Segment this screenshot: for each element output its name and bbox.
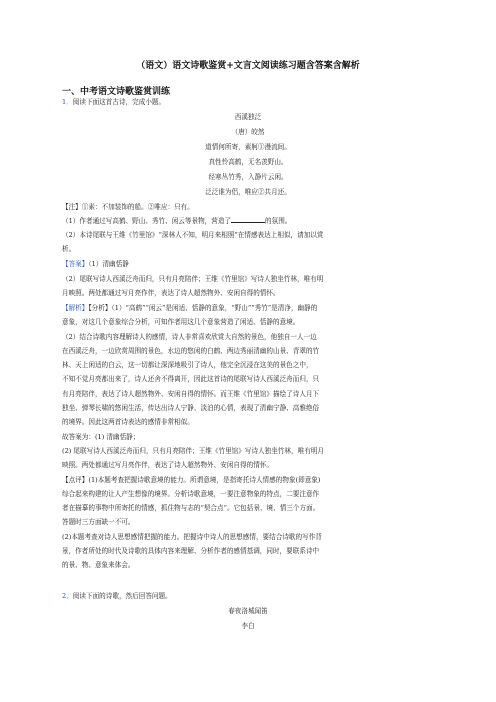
analysis-block: 【解析】【分析】（1）“高鹤”“闲云”是闲适、恬静的意象，“野山”“秀竹”是清净，幽静的 [62, 304, 318, 312]
comment-line: 者在描摹的事物中所寄托的情感，抓住物与志的“契合点”。它包括景、境、情三个方面。 [62, 504, 320, 512]
sub-question-2: （2）本诗尾联与王维《竹里馆》“深林人不知，明月来相照”在情感表达上相似，请加以赏 [62, 231, 324, 239]
analysis-label: 【解析】 [62, 304, 89, 312]
analysis-line: 在西溪泛舟，一边欣赏周围的景色，水边的悠闲的白鹤、两边秀丽清幽的山景、青翠的竹 [62, 347, 320, 355]
comment-line: 景，作者所处的时代及诗歌的具体内容来理解、分析作者的感情基调，同时，要联系诗中 [62, 547, 320, 555]
poem-line: 道情何所寄，素舸①漫流间。 [205, 143, 291, 151]
section-heading: 一、中考语文诗歌鉴赏训练 [62, 87, 171, 97]
poem-line: 泛泛谁为侣，唯应②共月还。 [205, 188, 291, 196]
analysis-line: 不知不觉月亮都出来了，诗人还舍不得离开，因此这首诗的尾联写诗人西溪泛舟而归，只 [62, 375, 320, 383]
poem-line: 真性怜高鹤，无名羡野山。 [208, 158, 288, 166]
poem-author: （唐）皎然 [231, 128, 265, 136]
question-number: 1． [62, 98, 73, 106]
analysis-line: 意象，对这几个意象综合分析，可知作者用这几个意象营造了闲适、恬静的意境。 [62, 318, 300, 326]
reply-label: 故答案为：(1) 清幽恬静； [62, 433, 140, 441]
answer-blank [231, 215, 265, 223]
poem-line: 经寒丛竹秀，入静片云闲。 [208, 173, 288, 181]
poem-title: 西溪独泛 [234, 113, 262, 121]
answer-label: 【答案】 [62, 260, 89, 268]
analysis-line: 林、天上闲适的白云，这一切都让深深地吸引了诗人，他完全沉浸在这美的景色之中， [62, 361, 313, 369]
answer-line: 月映照。两处都通过写月亮作伴，表达了诗人超然物外、安闲自得的情怀。 [62, 289, 280, 297]
analysis-line: （2）结合诗歌内容理解诗人的感情，诗人非常喜欢欣赏大自然的景色，他独自一人一边 [62, 333, 317, 341]
question-number: 2． [62, 592, 73, 600]
poem-note: 【注】①素：不加装饰的船。②唯应：只有。 [62, 203, 194, 211]
question-2-prompt: 2．阅读下面的诗歌，然后回答问题。 [62, 592, 172, 600]
comment-line: (2)本题考查对诗人思想感情把握的能力。把握诗中诗人的思想感情，要结合诗歌的写作背 [62, 533, 322, 541]
poem-author: 李白 [241, 622, 255, 630]
comment-line: 答题时三方面缺一不可。 [62, 518, 135, 526]
analysis-line: 有月亮陪伴，表达了诗人超然物外、安闲自得的情怀。而王维《竹里馆》描绘了诗人月下 [62, 390, 320, 398]
reply-line: 映照。两处都通过写月亮作伴，表达了诗人超然物外、安闲自得的情怀。 [62, 461, 273, 469]
analysis-line: 的境界。因此这两首诗表达的感情非常相似。 [62, 418, 194, 426]
sub-question-2-cont: 析。 [62, 245, 76, 253]
answer-block: 【答案】（1）清幽恬静 [62, 260, 129, 268]
sub-question-1: （1）作者通过写高鹤、野山、秀竹、闲云等景物，营造了 的氛围。 [62, 217, 292, 225]
poem-title: 春夜洛城闻笛 [228, 607, 268, 615]
answer-line: （2）尾联写诗人西溪泛舟而归，只有月亮陪伴；王维《竹里馆》写诗人独坐竹林，唯有明 [62, 275, 324, 283]
comment-line: 综合起来构建的让人产生想像的境界。分析诗歌意境，一要注意物象的特点，二要注意作 [62, 490, 320, 498]
analysis-line: 独坐、弹琴长啸的悠闲生活，传达出诗人宁静、淡泊的心情，表现了清幽宁静、高雅绝俗 [62, 404, 320, 412]
question-1-prompt: 1．阅读下面这首古诗，完成小题。 [62, 98, 166, 106]
document-title: （语文）语文诗歌鉴赏+文言文阅读练习题含答案含解析 [136, 61, 360, 71]
comment-block: 【点评】(1)本题考查把握诗歌意境的能力。所谓意境，是指寄托诗人情感的物象(即意象) [62, 476, 321, 484]
reply-line: (2) 尾联写诗人西溪泛舟而归，只有月亮陪伴；王维《竹里馆》写诗人独坐竹林，唯有明月 [62, 447, 324, 455]
comment-line: 的景、物、意象来体会。 [62, 561, 135, 569]
